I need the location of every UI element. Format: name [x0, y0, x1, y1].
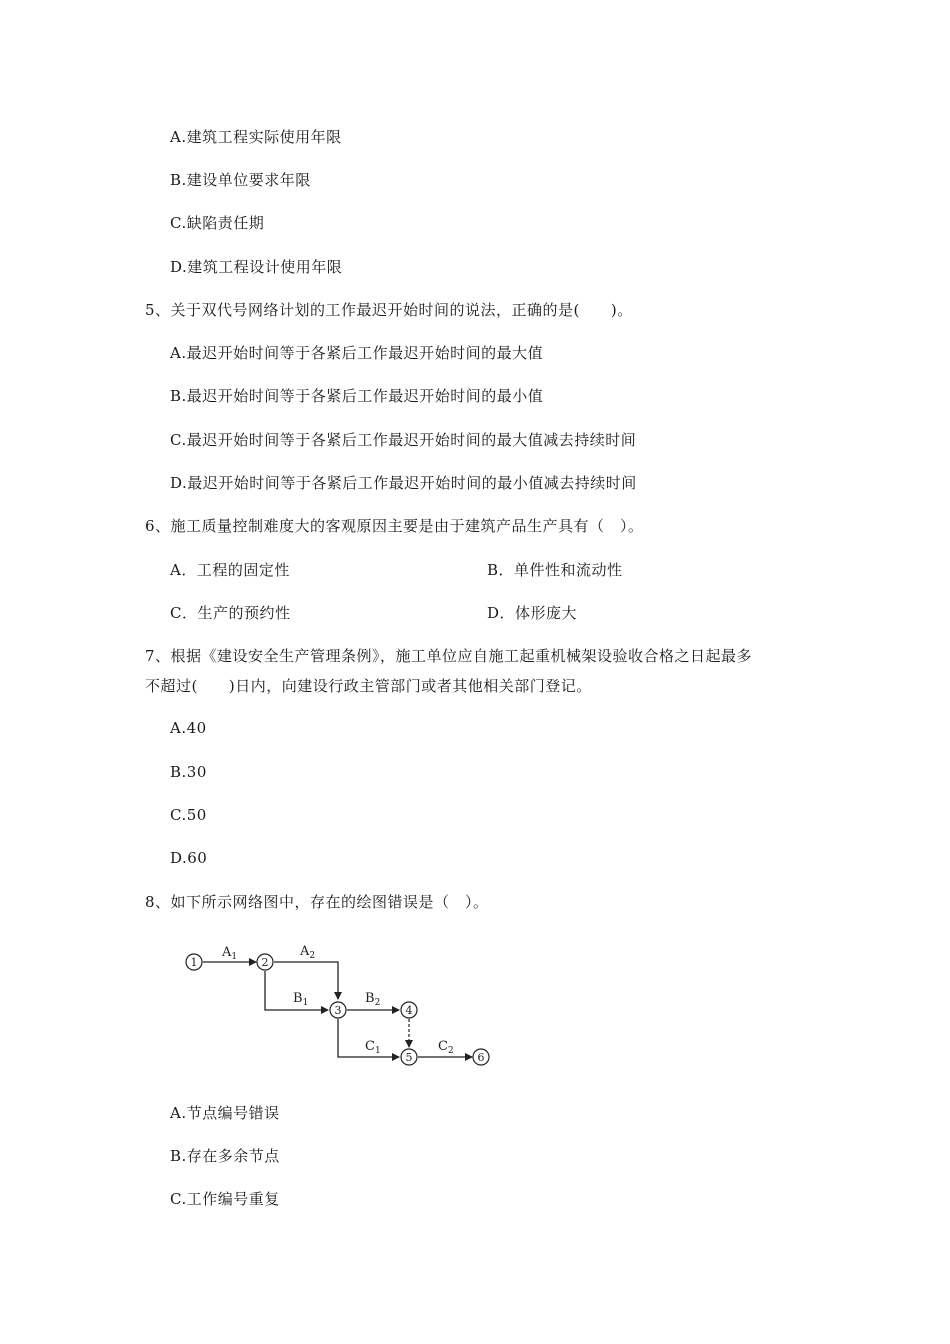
node-2 — [257, 954, 273, 970]
q5-option-d: D.最迟开始时间等于各紧后工作最迟开始时间的最小值减去持续时间 — [170, 474, 637, 492]
activity-b1-label: $B_1$ — [293, 991, 309, 1008]
activity-c1-label: $C_1$ — [365, 1039, 381, 1056]
node-5 — [401, 1049, 417, 1065]
q8-option-b: B.存在多余节点 — [170, 1147, 280, 1165]
svg-text:6: 6 — [477, 1051, 485, 1064]
q8-option-a: A.节点编号错误 — [170, 1104, 280, 1122]
q6-option-d: D．体形庞大 — [487, 604, 578, 622]
q6-option-b: B．单件性和流动性 — [487, 561, 623, 579]
q6-stem: 6、施工质量控制难度大的客观原因主要是由于建筑产品生产具有（ ）。 — [145, 517, 644, 535]
q4-option-a: A.建筑工程实际使用年限 — [170, 128, 342, 146]
activity-a1-label: $A_1$ — [222, 945, 238, 962]
q7-option-d: D.60 — [170, 849, 208, 867]
q6-option-c: C．生产的预约性 — [170, 604, 291, 622]
svg-text:4: 4 — [405, 1004, 413, 1017]
q5-option-b: B.最迟开始时间等于各紧后工作最迟开始时间的最小值 — [170, 387, 544, 405]
activity-a2-label: $A_2$ — [300, 944, 316, 961]
q7-option-b: B.30 — [170, 763, 207, 781]
svg-text:1: 1 — [190, 956, 198, 969]
q7-stem-line1: 7、根据《建设安全生产管理条例》，施工单位应自施工起重机械架设验收合格之日起最多 — [145, 647, 753, 665]
q7-option-c: C.50 — [170, 806, 207, 824]
svg-text:5: 5 — [405, 1051, 413, 1064]
q8-option-c: C.工作编号重复 — [170, 1190, 280, 1208]
node-3 — [330, 1002, 346, 1018]
svg-text:3: 3 — [334, 1004, 342, 1017]
network-diagram — [180, 935, 500, 1075]
q6-option-a: A．工程的固定性 — [170, 561, 290, 579]
q5-stem: 5、关于双代号网络计划的工作最迟开始时间的说法，正确的是( )。 — [145, 301, 633, 319]
q5-option-a: A.最迟开始时间等于各紧后工作最迟开始时间的最大值 — [170, 344, 544, 362]
q4-option-b: B.建设单位要求年限 — [170, 171, 311, 189]
q8-stem: 8、如下所示网络图中，存在的绘图错误是（ ）。 — [145, 893, 489, 911]
q4-option-d: D.建筑工程设计使用年限 — [170, 258, 343, 276]
node-4 — [401, 1002, 417, 1018]
q7-stem-line2: 不超过( )日内，向建设行政主管部门或者其他相关部门登记。 — [145, 677, 592, 695]
activity-c2-label: $C_2$ — [438, 1039, 454, 1056]
q5-option-c: C.最迟开始时间等于各紧后工作最迟开始时间的最大值减去持续时间 — [170, 431, 637, 449]
node-6 — [473, 1049, 489, 1065]
node-1 — [186, 954, 202, 970]
activity-a2-arrow — [274, 962, 338, 999]
activity-b2-label: $B_2$ — [365, 991, 381, 1008]
q7-option-a: A.40 — [170, 719, 207, 737]
svg-text:2: 2 — [261, 956, 269, 969]
q4-option-c: C.缺陷责任期 — [170, 214, 265, 232]
